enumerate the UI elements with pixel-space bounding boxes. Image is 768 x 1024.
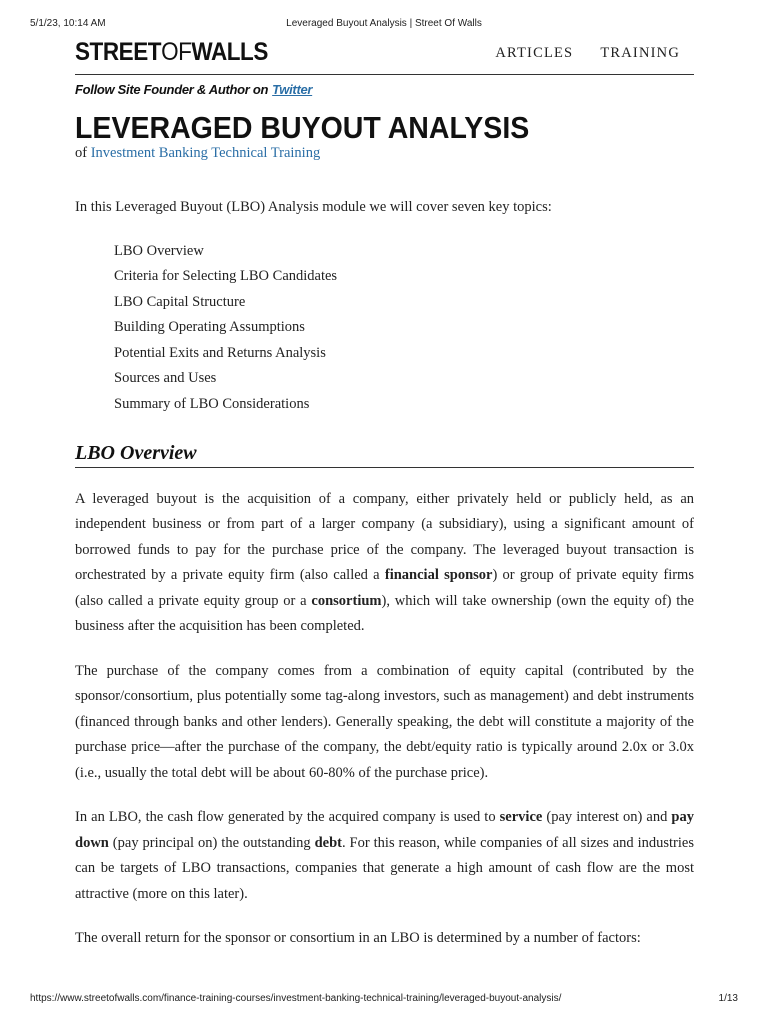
topic-item: Sources and Uses: [114, 370, 217, 387]
p3-text-a: In an LBO, the cash flow generated by the acquired company is used to: [75, 809, 500, 826]
paragraph-2: The purchase of the company comes from a combination of equity capital (contributed by the sponsor/consortium, plus potentially some tag-along investors, such as management) and debt instruments (financed through banks and other lenders). Generally speaking, the debt will constitute a majority of the purchase price—after the purchase of the company, the debt/equity ratio is typically around 2.0x or 3.0x (i.e., usually the total debt will be about 60-80% of the purchase price).: [75, 662, 694, 781]
nav-articles[interactable]: ARTICLES: [495, 45, 574, 61]
course-link[interactable]: Investment Banking Technical Training: [90, 145, 321, 161]
print-page-number: 1/13: [718, 993, 738, 1004]
site-header: [75, 36, 694, 75]
p3-text-e: (pay principal on) the outstanding: [108, 834, 315, 851]
logo-of: OF: [161, 38, 192, 66]
section-heading: LBO Overview: [75, 442, 694, 468]
topic-item: Criteria for Selecting LBO Candidates: [114, 268, 338, 285]
p3-text-c: (pay interest on) and: [542, 809, 672, 826]
follow-text: Follow Site Founder & Author on: [75, 82, 269, 97]
topic-item: Potential Exits and Returns Analysis: [114, 344, 326, 361]
print-datetime: 5/1/23, 10:14 AM: [30, 18, 106, 29]
p1-text-a: A leveraged buyout is the acquisition of a company, either privately held or publicly held, as an independent business or from part of a larger company (a subsidiary), using a significant amount of borrowed funds to pay for the purchase price of the company. The leveraged buyout transaction is orchestrated by a private equity firm (also called a: [75, 490, 694, 584]
topic-item: LBO Overview: [114, 242, 204, 259]
topic-item: Building Operating Assumptions: [114, 319, 305, 336]
paragraph-4: The overall return for the sponsor or consortium in an LBO is determined by a number of factors:: [75, 930, 641, 947]
print-page-title: Leveraged Buyout Analysis | Street Of Walls: [286, 18, 482, 29]
site-logo[interactable]: [75, 38, 268, 67]
term-service: service: [499, 809, 543, 826]
intro-text: In this Leveraged Buyout (LBO) Analysis module we will cover seven key topics:: [75, 199, 552, 215]
term-debt: debt: [314, 834, 342, 851]
topic-item: LBO Capital Structure: [114, 293, 246, 310]
twitter-link[interactable]: Twitter: [272, 82, 313, 97]
course-line: [75, 145, 694, 162]
topic-item: Summary of LBO Considerations: [114, 396, 310, 413]
p1-text-e: ), which will take ownership (own the equity of) the business after the acquisition has been completed.: [75, 592, 694, 635]
term-consortium: consortium: [311, 592, 382, 609]
term-pay-down: pay down: [75, 809, 694, 851]
course-prefix: of: [75, 145, 88, 161]
nav-training[interactable]: TRAINING: [600, 45, 680, 61]
main-nav: [495, 45, 680, 62]
page-content: [75, 36, 694, 952]
paragraph-3: [75, 805, 694, 907]
follow-author: [75, 82, 694, 97]
paragraph-1: [75, 487, 694, 640]
topics-list: [114, 239, 694, 418]
term-financial-sponsor: financial sponsor: [384, 567, 493, 584]
p3-text-g: . For this reason, while companies of all sizes and industries can be targets of LBO transactions, companies that generate a high amount of cash flow are the most attractive (more on this later).: [75, 834, 694, 902]
p1-text-c: ) or group of private equity firms (also called a private equity group or a: [75, 567, 694, 609]
print-url: https://www.streetofwalls.com/finance-training-courses/investment-banking-technical-training/leveraged-buyout-analysis/: [30, 993, 562, 1004]
logo-street: STREET: [75, 38, 162, 66]
logo-walls: WALLS: [191, 38, 268, 66]
page-title: LEVERAGED BUYOUT ANALYSIS: [75, 110, 530, 145]
